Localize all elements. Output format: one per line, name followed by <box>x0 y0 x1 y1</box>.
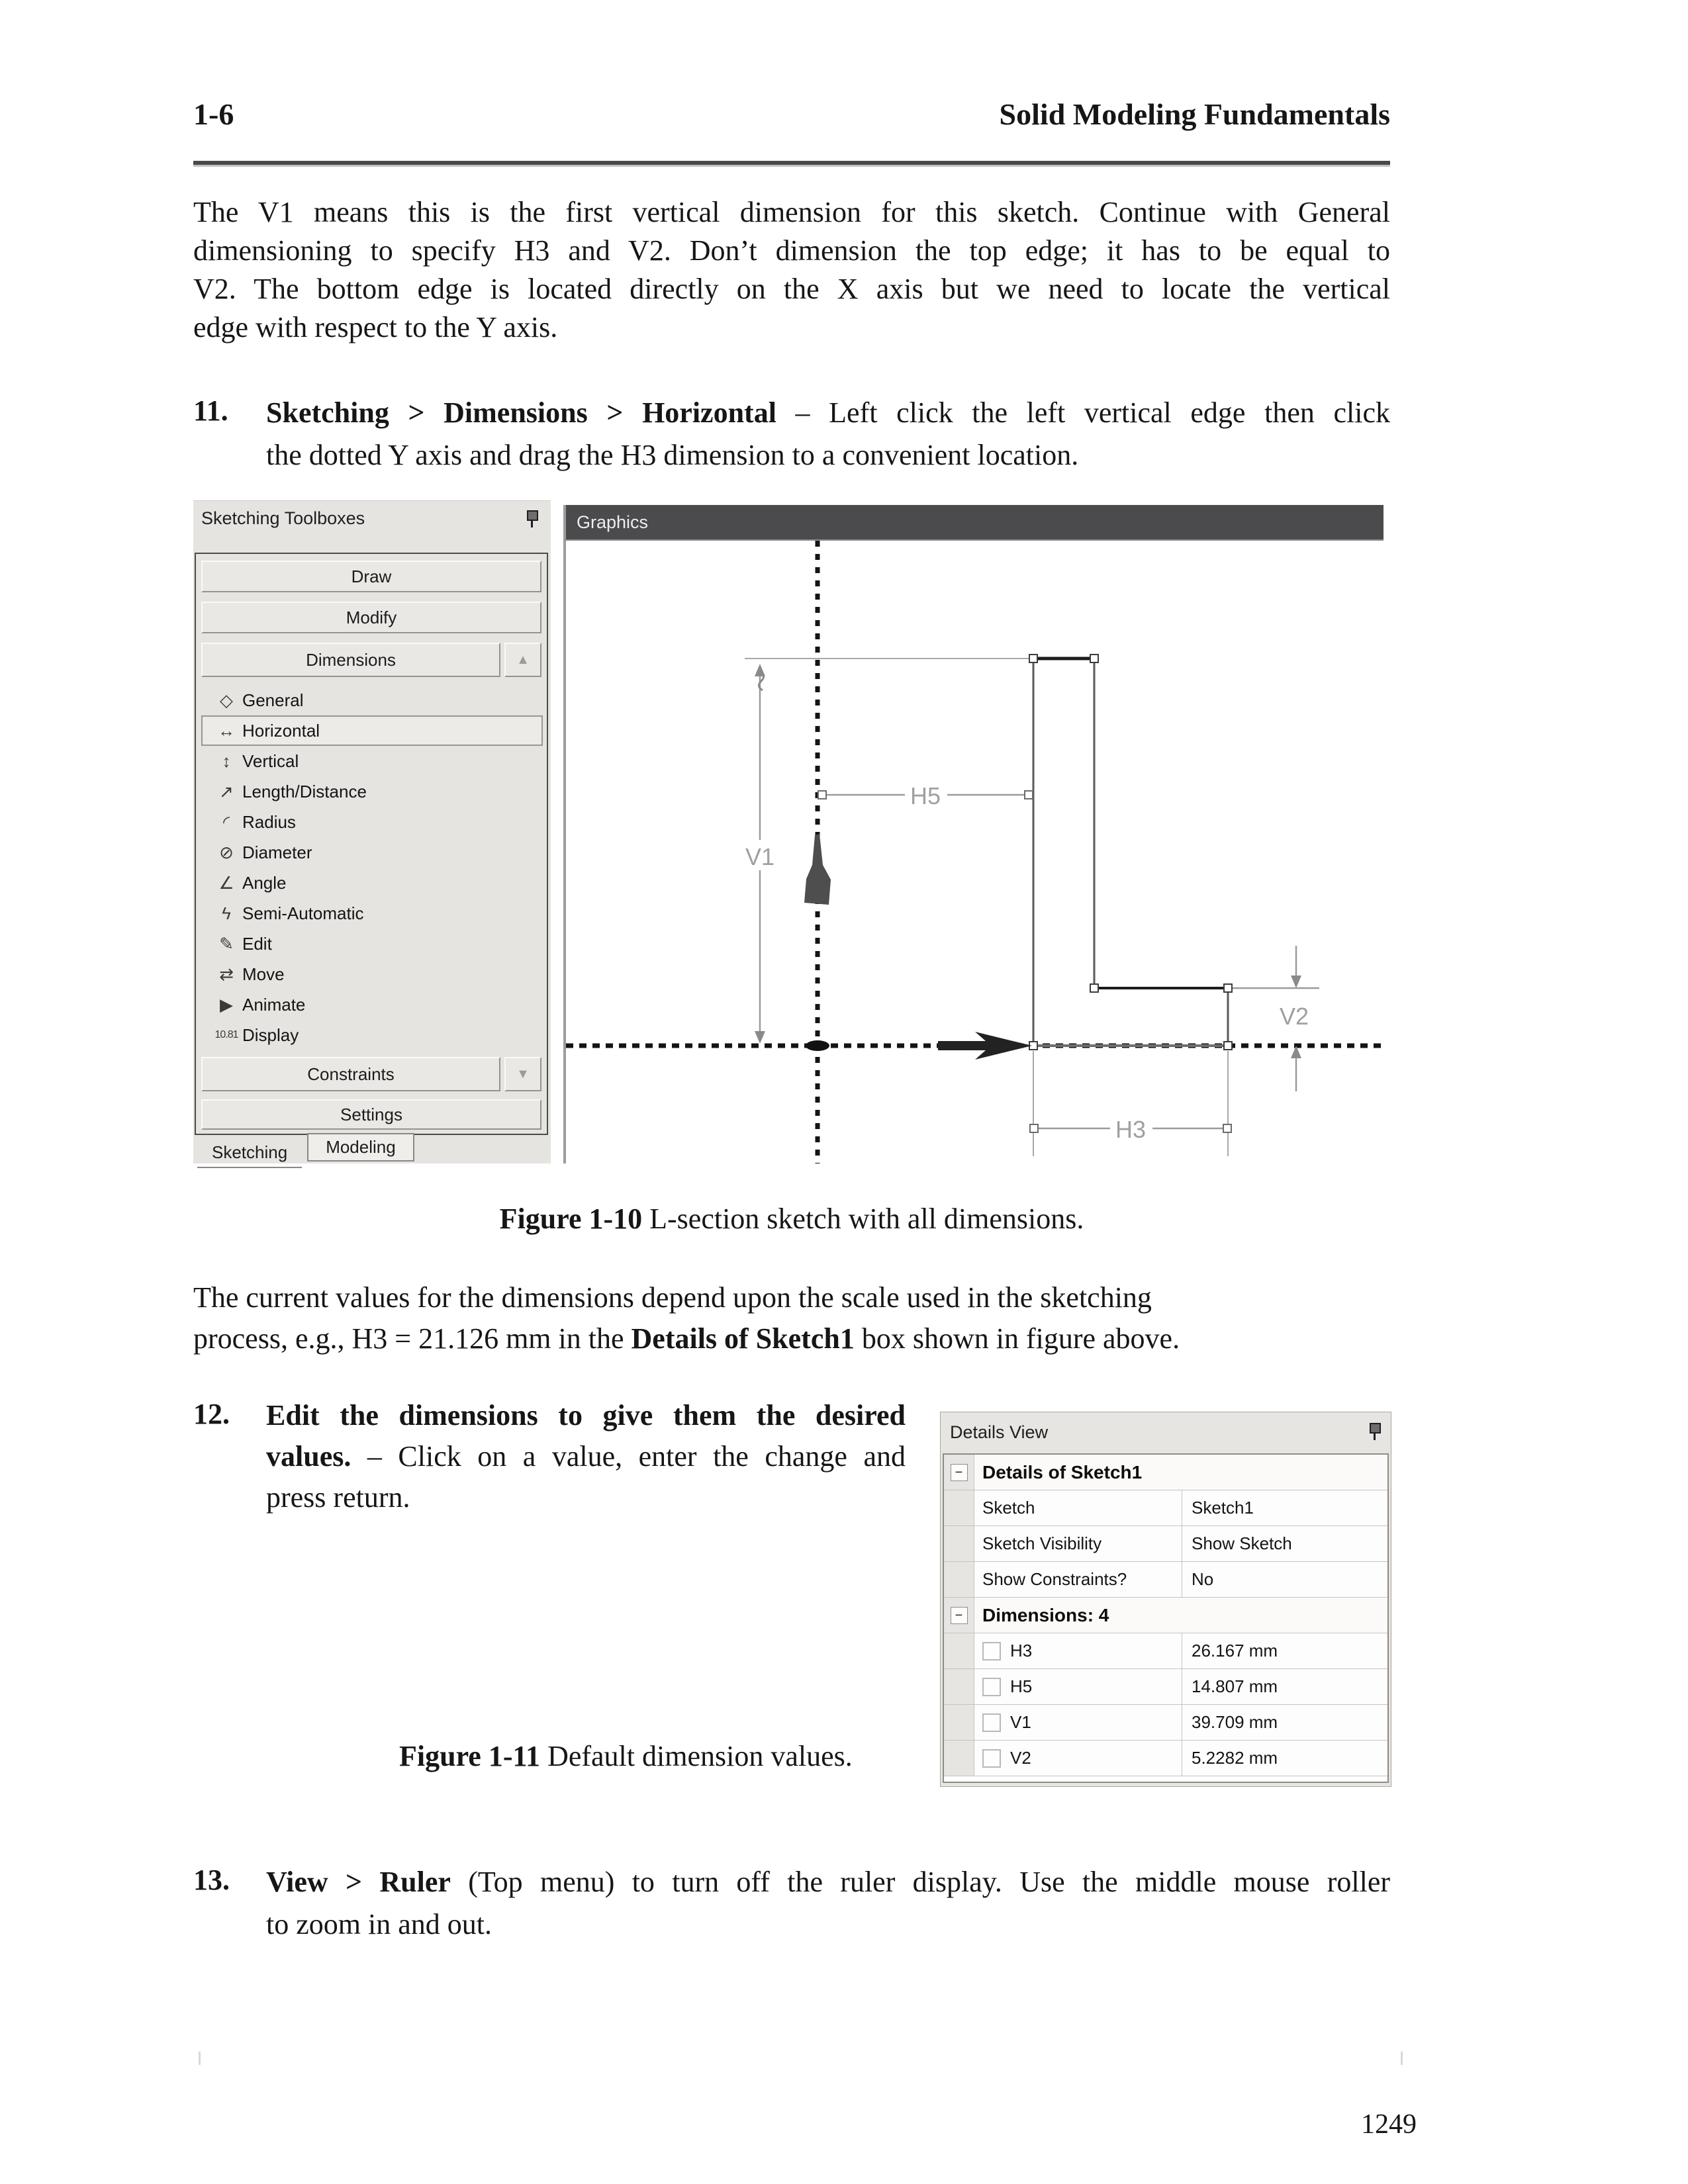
book-title: Solid Modeling Fundamentals <box>999 97 1390 131</box>
row-gutter <box>944 1455 974 1490</box>
property-label <box>974 1490 1182 1525</box>
step-12-line3: press return. <box>266 1481 410 1514</box>
row-gutter <box>944 1633 974 1668</box>
dimension-checkbox[interactable] <box>982 1713 1001 1732</box>
toolbox-body <box>195 553 548 1135</box>
property-label-text: V1 <box>1010 1712 1031 1732</box>
diameter-icon: ⊘ <box>219 842 234 862</box>
vertex-handle[interactable] <box>1224 984 1232 992</box>
horizontal-dimension-icon: ↔ <box>218 720 235 741</box>
vertex-handle[interactable] <box>1090 655 1098 662</box>
property-label <box>974 1526 1182 1561</box>
vertex-handle[interactable] <box>1224 1042 1232 1050</box>
property-label-text: H3 <box>1010 1641 1033 1661</box>
row-gutter <box>944 1562 974 1597</box>
h5-end-marker <box>1025 791 1033 799</box>
details-row-v1[interactable] <box>944 1705 1387 1741</box>
panel-title <box>193 501 551 535</box>
selection-arrow-cursor <box>938 1032 1032 1060</box>
toolbox-item-radius[interactable] <box>201 807 543 837</box>
scan-artifact <box>199 2052 201 2065</box>
settings-section-bar[interactable]: Settings <box>201 1099 541 1130</box>
step-12-line1: Edit the dimensions to give them the desired <box>266 1399 906 1432</box>
step-12-number: 12. <box>193 1398 230 1430</box>
toolbox-tabs <box>197 1138 414 1168</box>
toolbox-item-label: Length/Distance <box>242 781 367 801</box>
toolbox-item-label: Diameter <box>242 842 312 862</box>
toolbox-item-label: Edit <box>242 933 272 954</box>
paragraph-line: The V1 means this is the first vertical dimension for this sketch. Continue with General <box>193 196 1390 228</box>
pin-icon[interactable] <box>1368 1422 1382 1441</box>
toolbox-item-diameter[interactable] <box>201 837 543 868</box>
sketching-toolboxes-panel <box>193 500 551 1163</box>
move-icon: ⇄ <box>219 964 234 984</box>
property-label <box>974 1562 1182 1597</box>
property-value[interactable]: 39.709 mm <box>1182 1705 1387 1740</box>
details-row-sketch[interactable] <box>944 1490 1387 1526</box>
page-ref: 1-6 <box>193 97 234 131</box>
toolbox-item-label: Angle <box>242 872 287 893</box>
step-13-text <box>266 1861 1390 1946</box>
property-label-text: H5 <box>1010 1676 1033 1696</box>
dimension-checkbox[interactable] <box>982 1678 1001 1696</box>
v1-dimension-label[interactable]: V1 <box>745 843 775 870</box>
toolbox-item-label: General <box>242 690 304 710</box>
length-distance-icon: ↗ <box>219 781 234 801</box>
property-value[interactable]: Show Sketch <box>1182 1526 1387 1561</box>
row-gutter <box>944 1705 974 1740</box>
property-label <box>974 1633 1182 1668</box>
tab-sketching[interactable]: Sketching <box>197 1140 302 1168</box>
toolbox-item-label: Move <box>242 964 285 984</box>
details-row-h3[interactable] <box>944 1633 1387 1669</box>
row-gutter <box>944 1526 974 1561</box>
constraints-section-bar[interactable]: Constraints <box>201 1057 500 1091</box>
property-value[interactable]: No <box>1182 1562 1387 1597</box>
figure-1-10-caption <box>193 1202 1390 1236</box>
details-view-title-label: Details View <box>950 1422 1049 1442</box>
toolbox-item-length-distance[interactable] <box>201 776 543 807</box>
v2-dimension-label[interactable]: V2 <box>1279 1003 1309 1030</box>
scan-artifact <box>1401 2052 1403 2065</box>
toolbox-item-display[interactable] <box>201 1020 543 1050</box>
h3-end-marker <box>1030 1124 1038 1132</box>
scroll-up-icon: ▲ <box>516 652 530 667</box>
step-11-line1: Sketching > Dimensions > Horizontal – Left click the left vertical edge then click <box>266 396 1390 429</box>
graphics-titlebar <box>563 505 1383 539</box>
pencil-cursor <box>804 834 831 905</box>
toolbox-item-edit[interactable] <box>201 929 543 959</box>
details-view-panel <box>940 1412 1391 1787</box>
header-rule <box>193 161 1390 165</box>
vertex-handle[interactable] <box>1029 655 1037 662</box>
panel-title-label: Sketching Toolboxes <box>201 508 365 528</box>
group-label: Details of Sketch1 <box>974 1455 1387 1490</box>
origin-point <box>806 1040 829 1051</box>
h3-end-marker <box>1223 1124 1231 1132</box>
edit-icon: ✎ <box>219 933 234 954</box>
draw-section-bar[interactable]: Draw <box>201 561 541 592</box>
step-11-line2: the dotted Y axis and drag the H3 dimension to a convenient location. <box>266 439 1079 471</box>
toolbox-item-label: Semi-Automatic <box>242 903 364 923</box>
display-icon: 10.81 <box>214 1029 238 1040</box>
step-12-text <box>266 1395 906 1518</box>
graphics-title-label: Graphics <box>577 512 649 532</box>
toolbox-item-label: Horizontal <box>242 720 320 741</box>
toolbox-item-general[interactable] <box>201 685 543 715</box>
property-value[interactable]: 26.167 mm <box>1182 1633 1387 1668</box>
mid-paragraph <box>193 1277 1390 1359</box>
pin-icon[interactable] <box>526 509 539 529</box>
toolbox-item-animate[interactable] <box>201 989 543 1020</box>
semi-automatic-icon: ϟ <box>222 903 231 923</box>
h5-dimension-label[interactable]: H5 <box>910 782 941 809</box>
menu-path: View > Ruler <box>266 1866 451 1898</box>
row-gutter <box>944 1669 974 1704</box>
dimensions-section-bar[interactable]: Dimensions <box>201 643 500 677</box>
details-row-show-constraints[interactable] <box>944 1562 1387 1598</box>
h5-end-marker <box>818 791 826 799</box>
group-label: Dimensions: 4 <box>974 1598 1387 1633</box>
row-gutter <box>944 1741 974 1776</box>
toolbox-item-label: Vertical <box>242 751 299 771</box>
paragraph-line: edge with respect to the Y axis. <box>193 311 558 343</box>
property-label-text: V2 <box>1010 1748 1031 1768</box>
angle-icon: ∠ <box>218 872 234 893</box>
property-label-text: Show Constraints? <box>982 1569 1127 1589</box>
property-label-text: Sketch Visibility <box>982 1533 1102 1553</box>
paragraph-line: V2. The bottom edge is located directly on the X axis but we need to locate the vertical <box>193 273 1390 305</box>
step-11-number: 11. <box>193 394 228 427</box>
vertical-dimension-icon: ↕ <box>222 751 231 771</box>
general-dimension-icon: ◇ <box>220 690 233 710</box>
details-view-titlebar <box>941 1412 1391 1452</box>
radius-icon: ◜ <box>222 811 230 832</box>
collapse-toggle[interactable]: − <box>951 1464 968 1481</box>
row-gutter <box>944 1490 974 1525</box>
animate-icon: ▶ <box>220 994 233 1015</box>
dimensions-tool-list <box>201 685 543 1050</box>
toolbox-item-horizontal[interactable] <box>201 715 543 746</box>
step-11-text <box>266 392 1390 477</box>
v1-arrow-bottom <box>755 1031 765 1044</box>
details-group-row-dimensions-4[interactable] <box>944 1598 1387 1633</box>
property-value[interactable]: 5.2282 mm <box>1182 1741 1387 1776</box>
paragraph-line: dimensioning to specify H3 and V2. Don’t dimension the top edge; it has to be equal to <box>193 234 1390 267</box>
toolbox-item-move[interactable] <box>201 959 543 989</box>
toolbox-item-label: Animate <box>242 994 306 1015</box>
dimension-checkbox[interactable] <box>982 1749 1001 1768</box>
property-label <box>974 1741 1182 1776</box>
property-value[interactable]: Sketch1 <box>1182 1490 1387 1525</box>
vertex-handle[interactable] <box>1090 984 1098 992</box>
graphics-canvas <box>563 539 1383 1163</box>
details-row-sketch-visibility[interactable] <box>944 1526 1387 1562</box>
paragraph-line: The current values for the dimensions depend upon the scale used in the sketching <box>193 1281 1152 1314</box>
toolbox-item-label: Radius <box>242 811 296 832</box>
page-number: 1249 <box>1361 2109 1417 2140</box>
details-table <box>943 1453 1389 1783</box>
collapse-toggle[interactable]: − <box>951 1607 968 1624</box>
step-13-line2: to zoom in and out. <box>266 1908 492 1940</box>
details-row-h5[interactable] <box>944 1669 1387 1705</box>
toolbox-item-vertical[interactable] <box>201 746 543 776</box>
caption-text: Default dimension values. <box>540 1740 853 1772</box>
figure-1-10-screenshot <box>193 491 1383 1165</box>
toolbox-item-semi-automatic[interactable] <box>201 898 543 929</box>
property-label <box>974 1705 1182 1740</box>
l-section-sketch <box>566 541 1383 1163</box>
h3-dimension-label[interactable]: H3 <box>1115 1116 1147 1143</box>
caption-number: Figure 1-11 <box>399 1740 541 1772</box>
intro-paragraph <box>193 193 1390 347</box>
step-12-line2: values. – Click on a value, enter the change and <box>266 1440 906 1473</box>
dimension-checkbox[interactable] <box>982 1642 1001 1661</box>
scroll-down-button[interactable] <box>504 1057 541 1091</box>
figure-1-11-caption <box>399 1739 853 1773</box>
property-label-text: Sketch <box>982 1498 1035 1518</box>
step-13-line1: View > Ruler (Top menu) to turn off the ruler display. Use the middle mouse roller <box>266 1866 1391 1898</box>
v2-arrow-down <box>1291 976 1301 988</box>
property-label <box>974 1669 1182 1704</box>
caption-text: L-section sketch with all dimensions. <box>642 1203 1084 1235</box>
modify-section-bar[interactable]: Modify <box>201 602 541 633</box>
details-group-row-details-of-sketch1[interactable] <box>944 1455 1387 1490</box>
menu-path: Sketching > Dimensions > Horizontal <box>266 396 776 429</box>
scroll-down-icon: ▼ <box>516 1066 530 1081</box>
details-row-v2[interactable] <box>944 1741 1387 1776</box>
caption-number: Figure 1-10 <box>499 1203 643 1235</box>
paragraph-line: process, e.g., H3 = 21.126 mm in the Details of Sketch1 box shown in figure above. <box>193 1322 1180 1355</box>
step-13-number: 13. <box>193 1864 230 1896</box>
toolbox-item-angle[interactable] <box>201 868 543 898</box>
scroll-up-button[interactable] <box>504 643 541 677</box>
property-value[interactable]: 14.807 mm <box>1182 1669 1387 1704</box>
row-gutter <box>944 1598 974 1633</box>
toolbox-item-label: Display <box>242 1024 299 1045</box>
tab-modeling[interactable]: Modeling <box>307 1133 414 1161</box>
